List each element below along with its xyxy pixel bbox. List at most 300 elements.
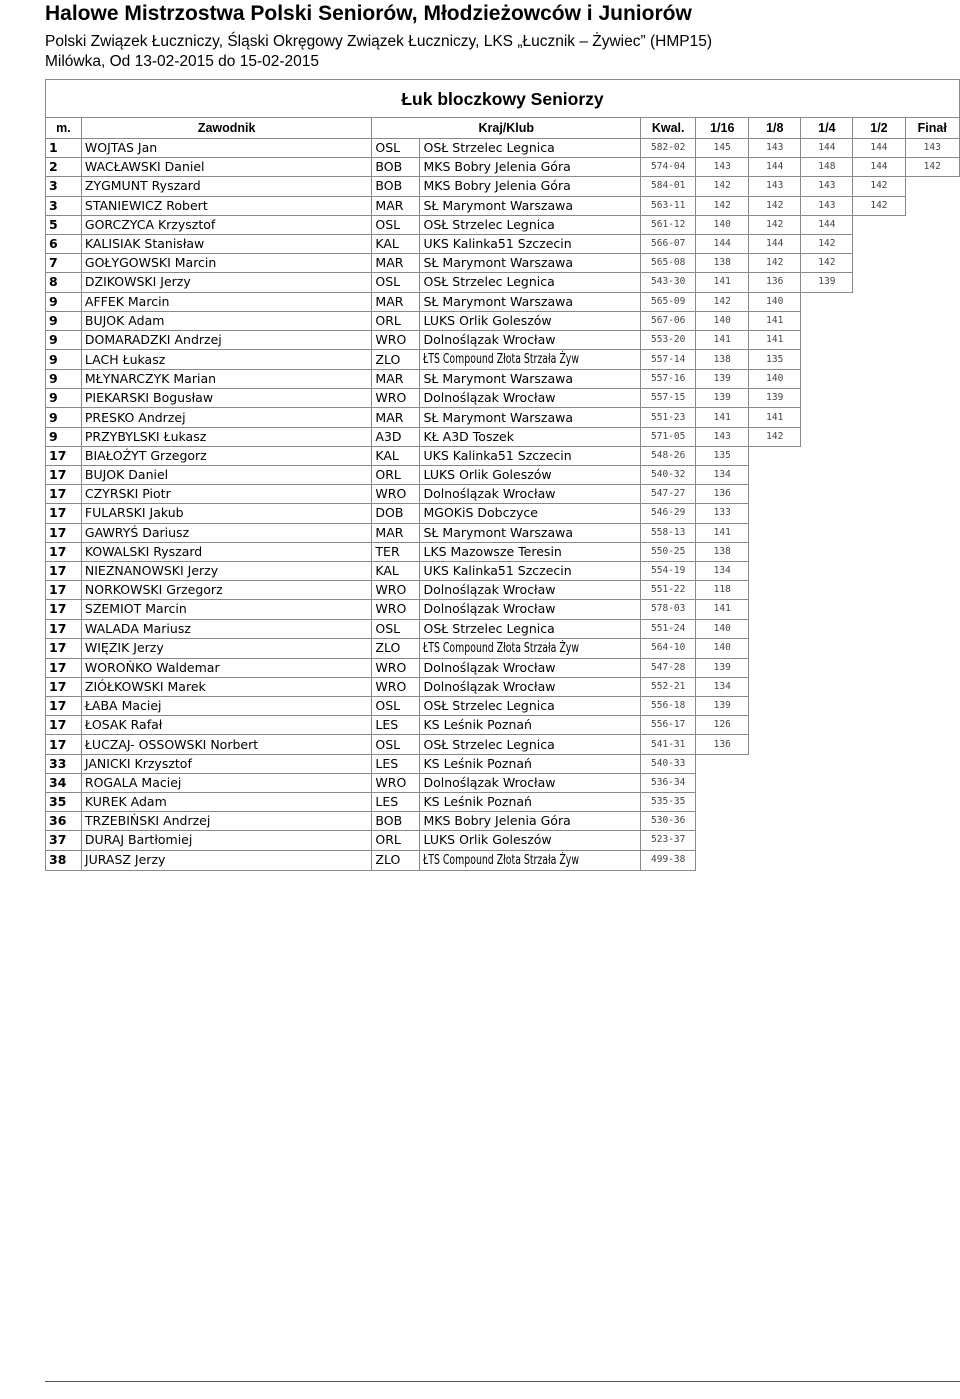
table-row	[46, 773, 960, 792]
table-row	[46, 658, 960, 677]
club-code-cell: MAR	[372, 408, 420, 427]
club-code-cell: WRO	[372, 581, 420, 600]
club-name-cell	[420, 850, 641, 870]
club-name-cell: Dolnoślązak Wrocław	[420, 658, 641, 677]
place-cell: 33	[46, 754, 82, 773]
round-score-cell: 141	[696, 600, 749, 619]
round-score-cell: 141	[696, 408, 749, 427]
round-score-cell: 140	[696, 619, 749, 638]
empty-cell	[749, 677, 801, 696]
club-code-cell: OSL	[372, 619, 420, 638]
qualification-score-cell: 574-04	[641, 158, 696, 177]
empty-cell	[853, 215, 905, 234]
place-cell: 17	[46, 600, 82, 619]
empty-cell	[801, 350, 853, 370]
club-name-cell: OSŁ Strzelec Legnica	[420, 273, 641, 292]
place-cell: 3	[46, 196, 82, 215]
empty-cell	[801, 619, 853, 638]
empty-cell	[905, 466, 960, 485]
empty-cell	[801, 658, 853, 677]
athlete-name-cell: BIAŁOŻYT Grzegorz	[81, 446, 372, 465]
empty-cell	[749, 523, 801, 542]
empty-cell	[801, 754, 853, 773]
empty-cell	[853, 504, 905, 523]
table-row	[46, 466, 960, 485]
table-row	[46, 600, 960, 619]
place-cell: 17	[46, 697, 82, 716]
club-code-cell: WRO	[372, 600, 420, 619]
athlete-name-cell: KOWALSKI Ryszard	[81, 542, 372, 561]
table-row	[46, 697, 960, 716]
empty-cell	[801, 638, 853, 658]
qualification-score-cell: 558-13	[641, 523, 696, 542]
athlete-name-cell: GAWRYŚ Dariusz	[81, 523, 372, 542]
qualification-score-cell: 548-26	[641, 446, 696, 465]
empty-cell	[905, 697, 960, 716]
club-code-cell: ORL	[372, 831, 420, 850]
venue-dates-line: Milówka, Od 13-02-2015 do 15-02-2015	[45, 53, 320, 70]
round-score-cell: 139	[696, 389, 749, 408]
round-score-cell: 141	[696, 330, 749, 349]
qualification-score-cell: 530-36	[641, 812, 696, 831]
place-cell: 17	[46, 735, 82, 754]
round-score-cell: 134	[696, 561, 749, 580]
empty-cell	[749, 716, 801, 735]
athlete-name-cell: JANICKI Krzysztof	[81, 754, 372, 773]
place-cell: 9	[46, 311, 82, 330]
empty-cell	[905, 638, 960, 658]
table-row	[46, 273, 960, 292]
qualification-score-cell: 557-14	[641, 350, 696, 370]
empty-cell	[853, 600, 905, 619]
table-row	[46, 177, 960, 196]
empty-cell	[853, 697, 905, 716]
table-row	[46, 196, 960, 215]
club-name-cell: SŁ Marymont Warszawa	[420, 196, 641, 215]
empty-cell	[696, 812, 749, 831]
round-score-cell: 142	[853, 196, 905, 215]
qualification-score-cell: 565-08	[641, 254, 696, 273]
empty-cell	[801, 716, 853, 735]
table-row	[46, 330, 960, 349]
club-code-cell: WRO	[372, 658, 420, 677]
club-name-cell	[420, 350, 641, 370]
club-code-cell: BOB	[372, 177, 420, 196]
empty-cell	[853, 254, 905, 273]
round-score-cell: 144	[853, 139, 905, 158]
club-name-cell: MKS Bobry Jelenia Góra	[420, 158, 641, 177]
club-code-cell: WRO	[372, 485, 420, 504]
club-code-cell: TER	[372, 542, 420, 561]
club-name-cell: SŁ Marymont Warszawa	[420, 370, 641, 389]
club-code-cell: KAL	[372, 561, 420, 580]
qualification-score-cell: 556-17	[641, 716, 696, 735]
table-row	[46, 850, 960, 870]
qualification-score-cell: 540-33	[641, 754, 696, 773]
athlete-name-cell: TRZEBIŃSKI Andrzej	[81, 812, 372, 831]
place-cell: 34	[46, 773, 82, 792]
col-header-r16: 1/16	[696, 118, 749, 139]
empty-cell	[749, 485, 801, 504]
club-code-cell: LES	[372, 793, 420, 812]
empty-cell	[853, 523, 905, 542]
athlete-name-cell: KUREK Adam	[81, 793, 372, 812]
round-score-cell: 139	[696, 697, 749, 716]
club-name-text: ŁTS Compound Złota Strzała Żyw	[423, 852, 580, 868]
club-name-cell: LUKS Orlik Goleszów	[420, 831, 641, 850]
empty-cell	[853, 561, 905, 580]
club-code-cell: WRO	[372, 677, 420, 696]
qualification-score-cell: 543-30	[641, 273, 696, 292]
empty-cell	[801, 330, 853, 349]
round-score-cell: 134	[696, 677, 749, 696]
empty-cell	[853, 408, 905, 427]
table-row	[46, 619, 960, 638]
round-score-cell: 142	[696, 292, 749, 311]
qualification-score-cell: 547-27	[641, 485, 696, 504]
athlete-name-cell: PRZYBYLSKI Łukasz	[81, 427, 372, 446]
round-score-cell: 142	[696, 177, 749, 196]
empty-cell	[749, 735, 801, 754]
empty-cell	[905, 215, 960, 234]
qualification-score-cell: 551-23	[641, 408, 696, 427]
athlete-name-cell: DOMARADZKI Andrzej	[81, 330, 372, 349]
athlete-name-cell: JURASZ Jerzy	[81, 850, 372, 870]
athlete-name-cell: ŁUCZAJ- OSSOWSKI Norbert	[81, 735, 372, 754]
empty-cell	[696, 850, 749, 870]
table-row	[46, 504, 960, 523]
empty-cell	[749, 600, 801, 619]
athlete-name-cell: DZIKOWSKI Jerzy	[81, 273, 372, 292]
col-header-r4: 1/4	[801, 118, 853, 139]
empty-cell	[749, 773, 801, 792]
col-header-athlete: Zawodnik	[81, 118, 372, 139]
place-cell: 9	[46, 427, 82, 446]
round-score-cell: 145	[696, 139, 749, 158]
table-row	[46, 311, 960, 330]
round-score-cell: 141	[749, 311, 801, 330]
empty-cell	[749, 812, 801, 831]
table-row	[46, 542, 960, 561]
empty-cell	[801, 427, 853, 446]
place-cell: 17	[46, 716, 82, 735]
table-row	[46, 638, 960, 658]
empty-cell	[853, 735, 905, 754]
table-row	[46, 581, 960, 600]
athlete-name-cell: LACH Łukasz	[81, 350, 372, 370]
organizers-line: Polski Związek Łuczniczy, Śląski Okręgowy Związek Łuczniczy, LKS „Łucznik – Żywiec” (HMP15)	[45, 33, 712, 50]
place-cell: 35	[46, 793, 82, 812]
club-code-cell: MAR	[372, 254, 420, 273]
empty-cell	[801, 370, 853, 389]
table-row	[46, 139, 960, 158]
athlete-name-cell: ZIÓŁKOWSKI Marek	[81, 677, 372, 696]
club-name-cell: OSŁ Strzelec Legnica	[420, 139, 641, 158]
athlete-name-cell: DURAJ Bartłomiej	[81, 831, 372, 850]
empty-cell	[905, 561, 960, 580]
round-score-cell: 139	[749, 389, 801, 408]
round-score-cell: 142	[749, 254, 801, 273]
club-code-cell: DOB	[372, 504, 420, 523]
athlete-name-cell: WIĘZIK Jerzy	[81, 638, 372, 658]
club-name-cell: SŁ Marymont Warszawa	[420, 408, 641, 427]
table-row	[46, 561, 960, 580]
empty-cell	[905, 581, 960, 600]
place-cell: 38	[46, 850, 82, 870]
place-cell: 17	[46, 619, 82, 638]
round-score-cell: 141	[696, 523, 749, 542]
qualification-score-cell: 551-22	[641, 581, 696, 600]
empty-cell	[905, 273, 960, 292]
empty-cell	[853, 330, 905, 349]
club-name-cell: KS Leśnik Poznań	[420, 716, 641, 735]
table-row	[46, 215, 960, 234]
empty-cell	[853, 716, 905, 735]
table-row	[46, 793, 960, 812]
empty-cell	[801, 793, 853, 812]
empty-cell	[853, 850, 905, 870]
club-code-cell: LES	[372, 716, 420, 735]
round-score-cell: 134	[696, 466, 749, 485]
empty-cell	[853, 370, 905, 389]
empty-cell	[801, 408, 853, 427]
athlete-name-cell: PRESKO Andrzej	[81, 408, 372, 427]
club-name-cell: UKS Kalinka51 Szczecin	[420, 561, 641, 580]
empty-cell	[801, 677, 853, 696]
empty-cell	[749, 581, 801, 600]
club-name-cell: OSŁ Strzelec Legnica	[420, 619, 641, 638]
qualification-score-cell: 565-09	[641, 292, 696, 311]
place-cell: 9	[46, 350, 82, 370]
club-code-cell: WRO	[372, 773, 420, 792]
col-header-place: m.	[46, 118, 82, 139]
empty-cell	[749, 561, 801, 580]
club-code-cell: ORL	[372, 311, 420, 330]
qualification-score-cell: 578-03	[641, 600, 696, 619]
athlete-name-cell: WACŁAWSKI Daniel	[81, 158, 372, 177]
round-score-cell: 143	[905, 139, 960, 158]
club-name-cell: OSŁ Strzelec Legnica	[420, 697, 641, 716]
athlete-name-cell: GOŁYGOWSKI Marcin	[81, 254, 372, 273]
empty-cell	[905, 619, 960, 638]
round-score-cell: 141	[749, 408, 801, 427]
empty-cell	[853, 638, 905, 658]
round-score-cell: 144	[801, 139, 853, 158]
round-score-cell: 142	[801, 254, 853, 273]
place-cell: 37	[46, 831, 82, 850]
empty-cell	[749, 446, 801, 465]
empty-cell	[905, 177, 960, 196]
club-code-cell: MAR	[372, 292, 420, 311]
qualification-score-cell: 523-37	[641, 831, 696, 850]
empty-cell	[905, 485, 960, 504]
athlete-name-cell: PIEKARSKI Bogusław	[81, 389, 372, 408]
place-cell: 17	[46, 677, 82, 696]
round-score-cell: 144	[853, 158, 905, 177]
table-row	[46, 446, 960, 465]
col-header-qualification: Kwal.	[641, 118, 696, 139]
empty-cell	[853, 389, 905, 408]
club-code-cell: MAR	[372, 523, 420, 542]
club-code-cell: BOB	[372, 158, 420, 177]
club-name-cell: Dolnoślązak Wrocław	[420, 389, 641, 408]
empty-cell	[801, 773, 853, 792]
place-cell: 17	[46, 485, 82, 504]
club-name-cell: MKS Bobry Jelenia Góra	[420, 812, 641, 831]
round-score-cell: 141	[749, 330, 801, 349]
qualification-score-cell: 553-20	[641, 330, 696, 349]
empty-cell	[853, 273, 905, 292]
empty-cell	[905, 600, 960, 619]
empty-cell	[905, 735, 960, 754]
table-row	[46, 523, 960, 542]
club-code-cell: LES	[372, 754, 420, 773]
qualification-score-cell: 564-10	[641, 638, 696, 658]
club-name-cell: SŁ Marymont Warszawa	[420, 254, 641, 273]
place-cell: 9	[46, 389, 82, 408]
athlete-name-cell: WOJTAS Jan	[81, 139, 372, 158]
empty-cell	[905, 408, 960, 427]
table-row	[46, 831, 960, 850]
club-name-cell: SŁ Marymont Warszawa	[420, 292, 641, 311]
place-cell: 36	[46, 812, 82, 831]
empty-cell	[801, 389, 853, 408]
empty-cell	[801, 581, 853, 600]
round-score-cell: 144	[749, 158, 801, 177]
qualification-score-cell: 547-28	[641, 658, 696, 677]
round-score-cell: 136	[696, 485, 749, 504]
athlete-name-cell: SZEMIOT Marcin	[81, 600, 372, 619]
club-name-cell: KŁ A3D Toszek	[420, 427, 641, 446]
col-header-final: Finał	[905, 118, 960, 139]
empty-cell	[749, 754, 801, 773]
qualification-score-cell: 550-25	[641, 542, 696, 561]
table-row	[46, 350, 960, 370]
athlete-name-cell: BUJOK Daniel	[81, 466, 372, 485]
club-code-cell: OSL	[372, 697, 420, 716]
qualification-score-cell: 552-21	[641, 677, 696, 696]
empty-cell	[801, 466, 853, 485]
category-title: Łuk bloczkowy Seniorzy	[46, 80, 960, 118]
club-code-cell: OSL	[372, 273, 420, 292]
document-title: Halowe Mistrzostwa Polski Seniorów, Młodzieżowców i Juniorów	[45, 2, 692, 25]
empty-cell	[905, 427, 960, 446]
empty-cell	[696, 831, 749, 850]
club-name-cell: Dolnoślązak Wrocław	[420, 485, 641, 504]
athlete-name-cell: WALADA Mariusz	[81, 619, 372, 638]
place-cell: 9	[46, 292, 82, 311]
qualification-score-cell: 557-15	[641, 389, 696, 408]
empty-cell	[801, 485, 853, 504]
empty-cell	[853, 754, 905, 773]
empty-cell	[853, 677, 905, 696]
empty-cell	[696, 754, 749, 773]
empty-cell	[905, 831, 960, 850]
empty-cell	[749, 466, 801, 485]
round-score-cell: 135	[749, 350, 801, 370]
club-name-cell	[420, 638, 641, 658]
empty-cell	[905, 446, 960, 465]
round-score-cell: 138	[696, 254, 749, 273]
club-code-cell: OSL	[372, 139, 420, 158]
round-score-cell: 144	[801, 215, 853, 234]
table-row	[46, 735, 960, 754]
club-name-cell: LUKS Orlik Goleszów	[420, 466, 641, 485]
table-row	[46, 254, 960, 273]
athlete-name-cell: ROGALA Maciej	[81, 773, 372, 792]
athlete-name-cell: BUJOK Adam	[81, 311, 372, 330]
round-score-cell: 142	[905, 158, 960, 177]
club-name-text: ŁTS Compound Złota Strzała Żyw	[423, 640, 580, 656]
place-cell: 6	[46, 234, 82, 253]
round-score-cell: 140	[696, 638, 749, 658]
empty-cell	[905, 234, 960, 253]
club-code-cell: KAL	[372, 446, 420, 465]
empty-cell	[749, 542, 801, 561]
empty-cell	[749, 831, 801, 850]
club-name-cell: OSŁ Strzelec Legnica	[420, 735, 641, 754]
empty-cell	[749, 850, 801, 870]
round-score-cell: 142	[749, 196, 801, 215]
round-score-cell: 140	[696, 311, 749, 330]
empty-cell	[905, 677, 960, 696]
club-code-cell: ZLO	[372, 638, 420, 658]
place-cell: 17	[46, 658, 82, 677]
empty-cell	[905, 370, 960, 389]
place-cell: 17	[46, 446, 82, 465]
round-score-cell: 143	[696, 158, 749, 177]
qualification-score-cell: 563-11	[641, 196, 696, 215]
place-cell: 17	[46, 561, 82, 580]
empty-cell	[696, 773, 749, 792]
qualification-score-cell: 551-24	[641, 619, 696, 638]
empty-cell	[749, 793, 801, 812]
empty-cell	[905, 812, 960, 831]
place-cell: 8	[46, 273, 82, 292]
empty-cell	[801, 561, 853, 580]
place-cell: 9	[46, 408, 82, 427]
club-code-cell: WRO	[372, 330, 420, 349]
empty-cell	[801, 812, 853, 831]
empty-cell	[905, 754, 960, 773]
empty-cell	[801, 311, 853, 330]
empty-cell	[853, 292, 905, 311]
empty-cell	[853, 619, 905, 638]
empty-cell	[905, 389, 960, 408]
empty-cell	[905, 196, 960, 215]
footer-rule	[45, 1381, 960, 1382]
round-score-cell: 143	[801, 196, 853, 215]
empty-cell	[801, 523, 853, 542]
round-score-cell: 140	[696, 215, 749, 234]
qualification-score-cell: 499-38	[641, 850, 696, 870]
club-name-cell: MGOKiS Dobczyce	[420, 504, 641, 523]
round-score-cell: 141	[696, 273, 749, 292]
round-score-cell: 133	[696, 504, 749, 523]
round-score-cell: 140	[749, 370, 801, 389]
col-header-r2: 1/2	[853, 118, 905, 139]
club-name-text: ŁTS Compound Złota Strzała Żyw	[423, 352, 580, 368]
club-code-cell: KAL	[372, 234, 420, 253]
empty-cell	[853, 485, 905, 504]
empty-cell	[749, 504, 801, 523]
club-name-cell: LUKS Orlik Goleszów	[420, 311, 641, 330]
empty-cell	[696, 793, 749, 812]
col-header-club: Kraj/Klub	[372, 118, 641, 139]
qualification-score-cell: 571-05	[641, 427, 696, 446]
round-score-cell: 135	[696, 446, 749, 465]
athlete-name-cell: KALISIAK Stanisław	[81, 234, 372, 253]
